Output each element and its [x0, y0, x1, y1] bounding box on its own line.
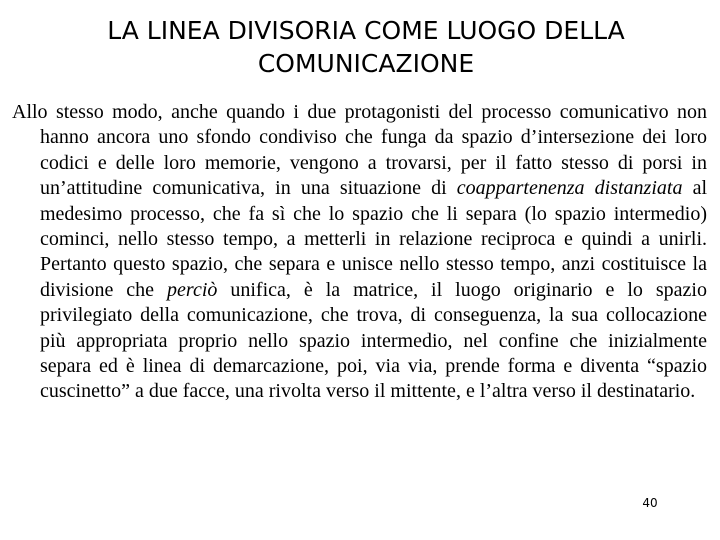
body-text-segment-2: al medesimo processo, che fa sì che lo spazio che li separa (lo spazio intermedio) cominci, nello stesso tempo, a metterli in relazione reciproca e quindi a unirli. Pertanto questo spazio, che separa e unisce nello stesso tempo, anzi costituisce la divisione che [40, 177, 707, 301]
body-text-segment-1: Allo stesso modo, anche quando i due protagonisti del processo comunicativo non hanno ancora uno sfondo condiviso che funga da spazio d’intersezione dei loro codici e delle loro memorie, vengono a trovarsi, per il fatto stesso di porsi in un’attitudine comunicativa, in una situazione di [12, 101, 707, 200]
body-text-segment-3: unifica, è la matrice, il luogo originario e lo spazio privilegiato della comunicazione, che trova, di conseguenza, la sua collocazione più appropriata proprio nello spazio intermedio, nel confine che inizialmente separa ed è linea di demarcazione, poi, via via, prende forma e diventa “spazio cuscinetto” a due facce, una rivolta verso il mittente, e l’altra verso il destinatario. [40, 278, 707, 403]
page-number: 40 [642, 496, 658, 510]
body-italic-percio: perciò [167, 278, 218, 301]
slide-title: LA LINEA DIVISORIA COME LUOGO DELLA COMUNICAZIONE [107, 16, 625, 78]
body-paragraph [12, 100, 707, 405]
body-italic-coappartenenza: coappartenenza distanziata [456, 177, 683, 200]
